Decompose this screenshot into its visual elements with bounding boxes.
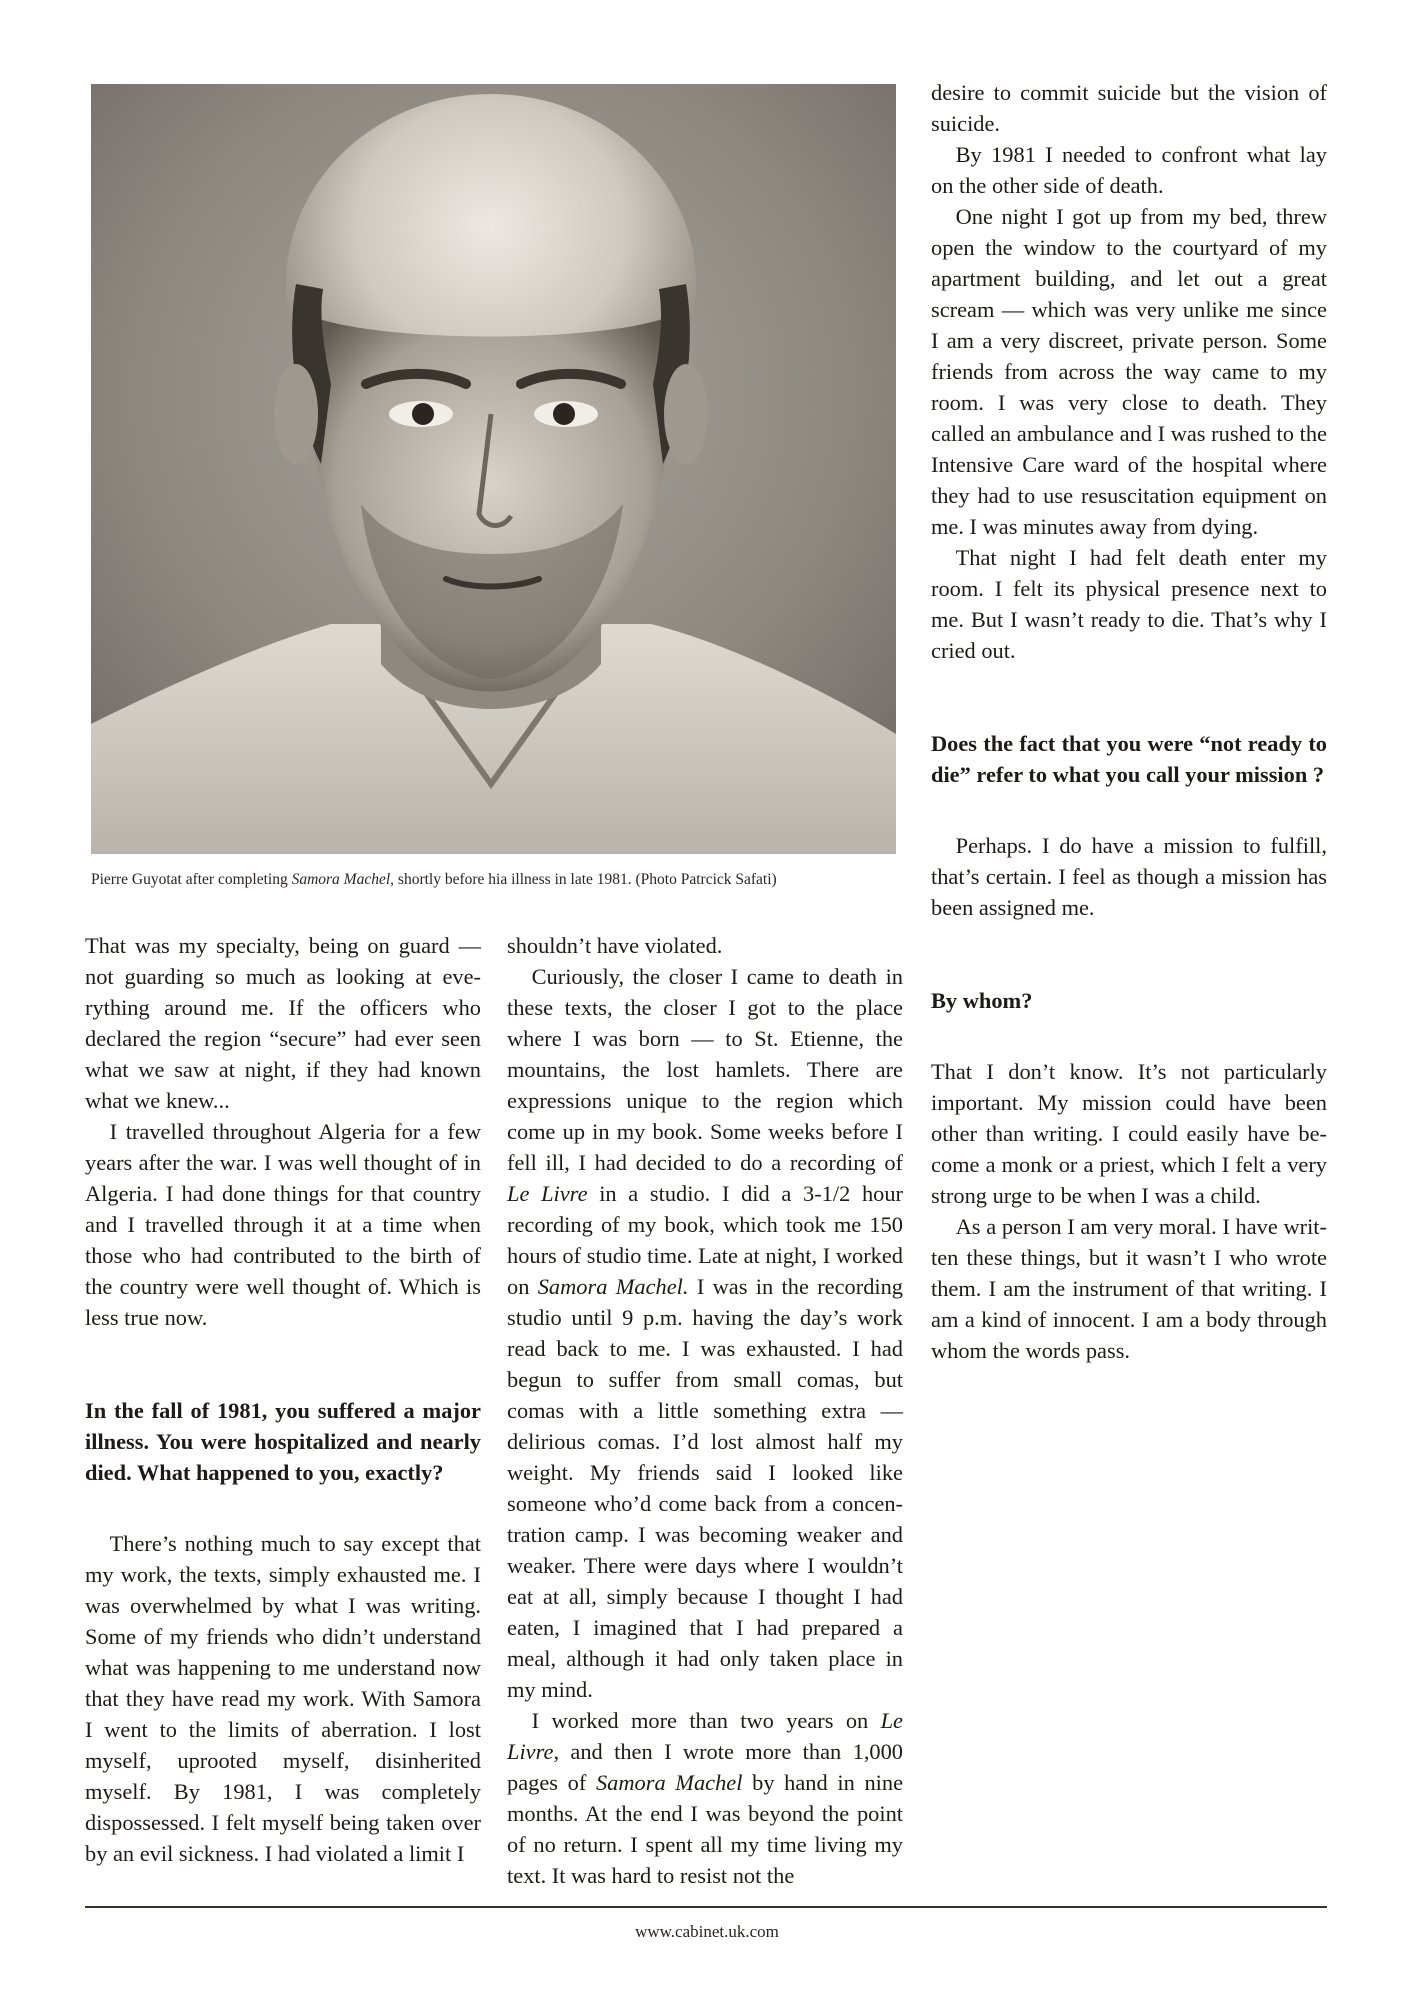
text-run: , and then I wrote more than 1,000 pages of [507, 1739, 903, 1795]
text-run: in a studio. I did a 3-1/2 hour recording of my book, which took me 150 hours of studio time. Late at night, I worked on [507, 1181, 903, 1299]
paragraph: Perhaps. I do have a mission to fulfill, that’s certain. I feel as though a mission has been assigned me. [931, 833, 1327, 920]
paragraph: shouldn’t have violated. [507, 933, 723, 958]
portrait-photo [91, 84, 896, 854]
book-title: Samora Machel. [537, 1274, 689, 1299]
book-title: Le Livre [507, 1181, 588, 1206]
book-title: Le Livre [507, 1708, 903, 1764]
paragraph: As a person I am very moral. I have written these things, but it wasn’t I who wrote them. I am the instrument of that writing. I am a kind of innocent. I am a body through whom the words pass. [931, 1214, 1327, 1363]
interview-question: Does the fact that you were “not ready to die” refer to what you call your mission ? [931, 731, 1327, 787]
paragraph: That night I had felt death enter my room. I felt its physical presence next to me. But I wasn’t ready to die. That’s why I cried out. [931, 545, 1327, 663]
left-column [85, 930, 481, 1869]
paragraph [507, 961, 903, 1705]
text-run: I worked more than two years on [531, 1708, 881, 1733]
interview-question: By whom? [931, 988, 1033, 1013]
interview-question: In the fall of 1981, you suffered a major illness. You were hospitalized and nearly died. What happened to you, exactly? [85, 1398, 481, 1485]
caption-title: Samora Machel [291, 871, 391, 888]
book-title: Samora Machel [595, 1770, 743, 1795]
text-run: by hand in nine months. At the end I was beyond the point of no return. I spent all my time living my text. It was hard to resist not the [507, 1770, 904, 1888]
right-column [931, 77, 1327, 1366]
text-run: Curiously, the closer I came to death in these texts, the closer I got to the place where I was born — to St. Etienne, the mountains, the lost hamlets. There are expressions unique to the region which come up in my book. Some weeks before I fell ill, I had decided to do a recording of [507, 964, 903, 1175]
paragraph: There’s nothing much to say except that my work, the texts, simply exhausted me. I was overwhelmed by what I was writing. Some of my friends who didn’t understand what was happening to me understand now that they have read my work. With Samora I went to the limits of aberration. I lost myself, uprooted myself, disinherited myself. By 1981, I was completely dispossessed. I felt myself being taken over by an evil sickness. I had violated a limit I [85, 1531, 481, 1866]
paragraph: By 1981 I needed to confront what lay on the other side of death. [931, 142, 1327, 198]
photo-caption [91, 870, 896, 890]
middle-column [507, 930, 903, 1891]
caption-text-after: , shortly before hia illness in late 1981. (Photo Patrcick Safati) [390, 871, 777, 888]
paragraph [507, 1705, 903, 1891]
text-run: I was in the recording studio until 9 p.m. having the day’s work read back to me. I was exhausted. I had begun to suffer from small comas, but comas with a little something extra — delirious comas. I’d lost almost half my weight. My friends said I looked like someone who’d come back from a concentration camp. I was becoming weaker and weaker. There were days where I wouldn’t eat at all, simply because I thought I had eaten, I imagined that I had prepared a meal, although it had only taken place in my mind. [507, 1274, 904, 1702]
paragraph: That was my specialty, being on guard — not guarding so much as looking at everything around me. If the officers who declared the region “secure” had ever seen what we saw at night, if they had known what we knew... [85, 933, 481, 1113]
caption-text-before: Pierre Guyotat after completing [91, 871, 292, 888]
paragraph: One night I got up from my bed, threw open the window to the courtyard of my apartment building, and let out a great scream — which was very unlike me since I am a very discreet, private person. Some friends from across the way came to my room. I was very close to death. They called an ambulance and I was rushed to the Intensive Care ward of the hospital where they had to use resuscitation equipment on me. I was minutes away from dying. [931, 204, 1327, 539]
portrait-image [91, 84, 896, 854]
footer-rule [85, 1906, 1327, 1908]
paragraph: That I don’t know. It’s not particularly important. My mission could have been other than writing. I could easily have become a monk or a priest, which I felt a very strong urge to be when I was a child. [931, 1059, 1327, 1208]
paragraph: desire to commit suicide but the vision of suicide. [931, 80, 1327, 136]
paragraph: I travelled throughout Algeria for a few years after the war. I was well thought of in Algeria. I had done things for that country and I travelled through it at a time when those who had contributed to the birth of the country were well thought of. Which is less true now. [85, 1119, 481, 1330]
footer-url[interactable]: www.cabinet.uk.com [635, 1922, 779, 1941]
